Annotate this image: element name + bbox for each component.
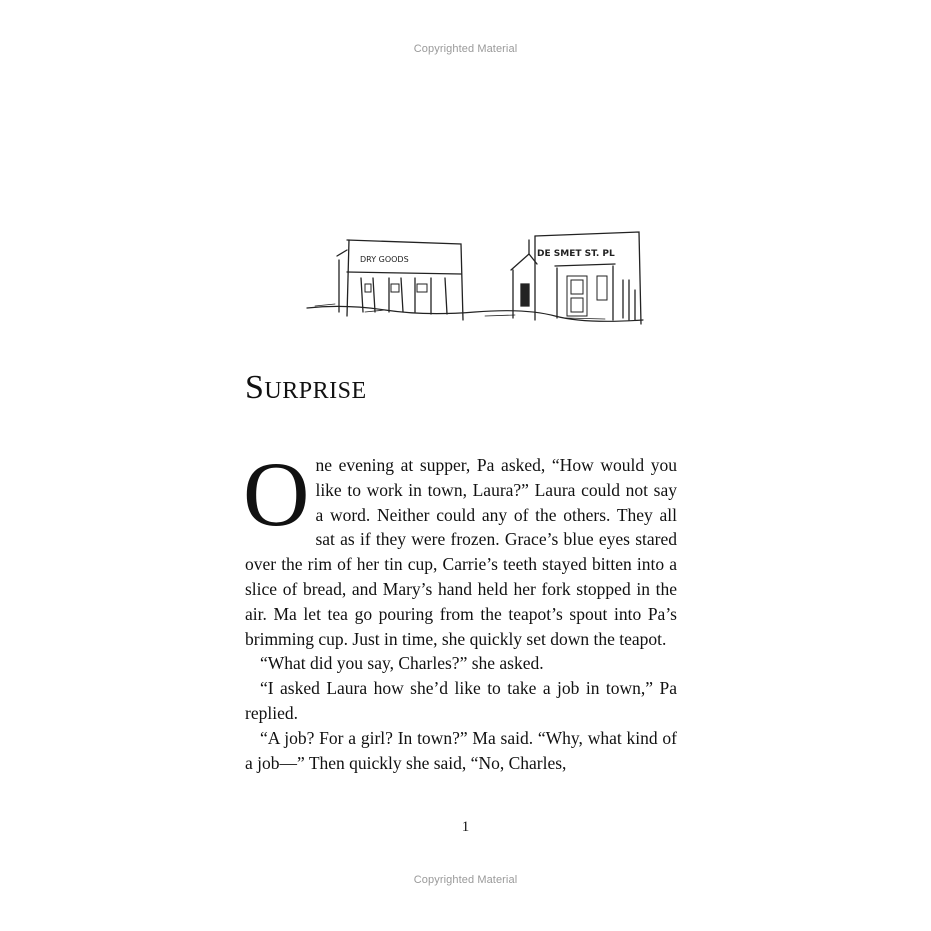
drop-cap: O (243, 443, 310, 545)
copyright-watermark-top: Copyrighted Material (413, 43, 518, 55)
de-smet-sign: DE SMET ST. PL (537, 249, 615, 259)
copyright-watermark-bottom: Copyrighted Material (413, 874, 518, 886)
page-number: 1 (461, 819, 470, 835)
paragraph-4: “A job? For a girl? In town?” Ma said. “Why, what kind of a job—” Then quickly she said, “No, Charles, (245, 727, 677, 773)
chapter-title-rest: URPRISE (264, 378, 367, 404)
paragraph-2: “What did you say, Charles?” she asked. (260, 653, 544, 674)
dry-goods-sign: DRY GOODS (360, 255, 409, 264)
chapter-body (243, 443, 677, 775)
paragraph-1 (243, 443, 677, 651)
chapter-title-first-letter: S (245, 369, 265, 406)
paragraph-1-text: ne evening at supper, Pa asked, “How would you like to work in town, Laura?” Laura could not say a word. Neither could any of the others. They all sat as if they were frozen. Grace’s blue eyes stared over the rim of her tin cup, Carrie’s teeth stayed bitten into a slice of bread, and Mary’s hand held her fork stopped in the air. Ma let tea go pouring from the teapot’s spout into Pa’s brimming cup. Just in time, she quickly set down the teapot. (245, 455, 677, 649)
paragraph-3: “I asked Laura how she’d like to take a job in town,” Pa replied. (245, 678, 677, 723)
chapter-title (245, 370, 367, 409)
town-buildings-illustration (305, 220, 645, 330)
